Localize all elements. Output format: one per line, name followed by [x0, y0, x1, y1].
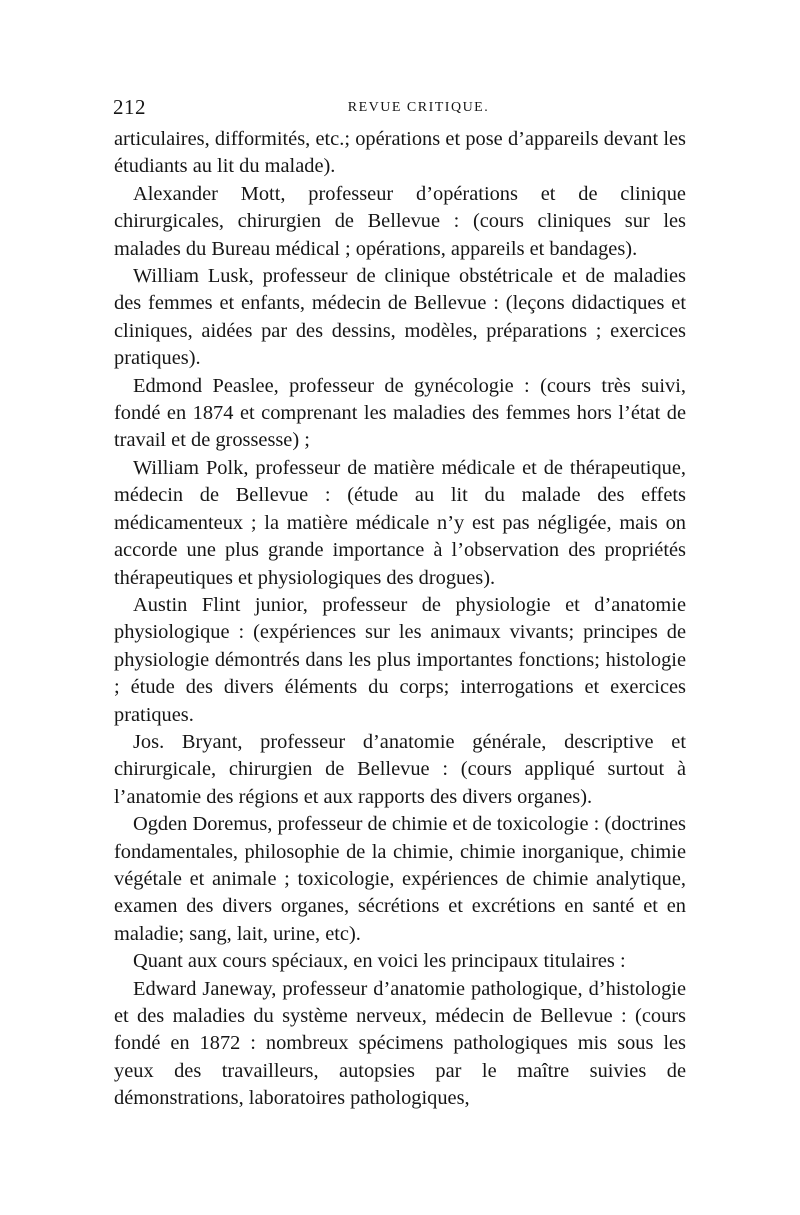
- page-number: 212: [113, 95, 146, 119]
- paragraph-austin-flint: Austin Flint junior, professeur de physiologie et d’anatomie physiologique : (expériences sur les animaux vivants; principes de physiologie démontrés dans les plus importantes fonctions; histologie ; étude des divers éléments du corps; interrogations et exercices pratiques.: [114, 593, 686, 726]
- running-head: REVUE CRITIQUE.: [347, 100, 490, 115]
- paragraph-continuation: articulaires, difformités, etc.; opérations et pose d’appareils devant les étudiants au lit du malade).: [114, 128, 686, 178]
- paragraph-william-lusk: William Lusk, professeur de clinique obstétricale et de maladies des femmes et enfants, médecin de Bellevue : (leçons didactiques et cliniques, aidées par des dessins, modèles, préparations ; exercices pratiques).: [114, 265, 686, 370]
- paragraph-special-courses: Quant aux cours spéciaux, en voici les principaux titulaires :: [133, 950, 626, 973]
- paragraph-ogden-doremus: Ogden Doremus, professeur de chimie et de toxicologie : (doctrines fondamentales, philosophie de la chimie, chimie inorganique, chimie végétale et animale ; toxicologie, expériences de chimie analytique, examen des divers organes, sécrétions et excrétions en santé et en maladie; sang, lait, urine, etc).: [114, 813, 686, 945]
- paragraph-alexander-mott: Alexander Mott, professeur d’opérations et de clinique chirurgicales, chirurgien de Bellevue : (cours cliniques sur les malades du Bureau médical ; opérations, appareils et bandages).: [114, 182, 686, 260]
- paragraph-edmond-peaslee: Edmond Peaslee, professeur de gynécologie : (cours très suivi, fondé en 1874 et comprenant les maladies des femmes hors l’état de travail et de grossesse) ;: [114, 374, 686, 452]
- paragraph-william-polk: William Polk, professeur de matière médicale et de thérapeutique, médecin de Bellevue : (étude au lit du malade des effets médicamenteux ; la matière médicale n’y est pas négligée, mais on accorde une plus grande importance à l’observation des propriétés thérapeutiques et physiologiques des drogues).: [114, 456, 686, 589]
- paragraph-edward-janeway: Edward Janeway, professeur d’anatomie pathologique, d’histologie et des maladies du système nerveux, médecin de Bellevue : (cours fondé en 1872 : nombreux spécimens pathologiques mis sous les yeux des travailleurs, autopsies par le maître suivies de démonstrations, laboratoires pathologiques,: [114, 977, 686, 1110]
- paragraph-jos-bryant: Jos. Bryant, professeur d’anatomie générale, descriptive et chirurgicale, chirurgien de Bellevue : (cours appliqué surtout à l’anatomie des régions et aux rapports des divers organes).: [114, 730, 686, 808]
- body-text: [114, 126, 686, 1113]
- page-header: [113, 95, 688, 125]
